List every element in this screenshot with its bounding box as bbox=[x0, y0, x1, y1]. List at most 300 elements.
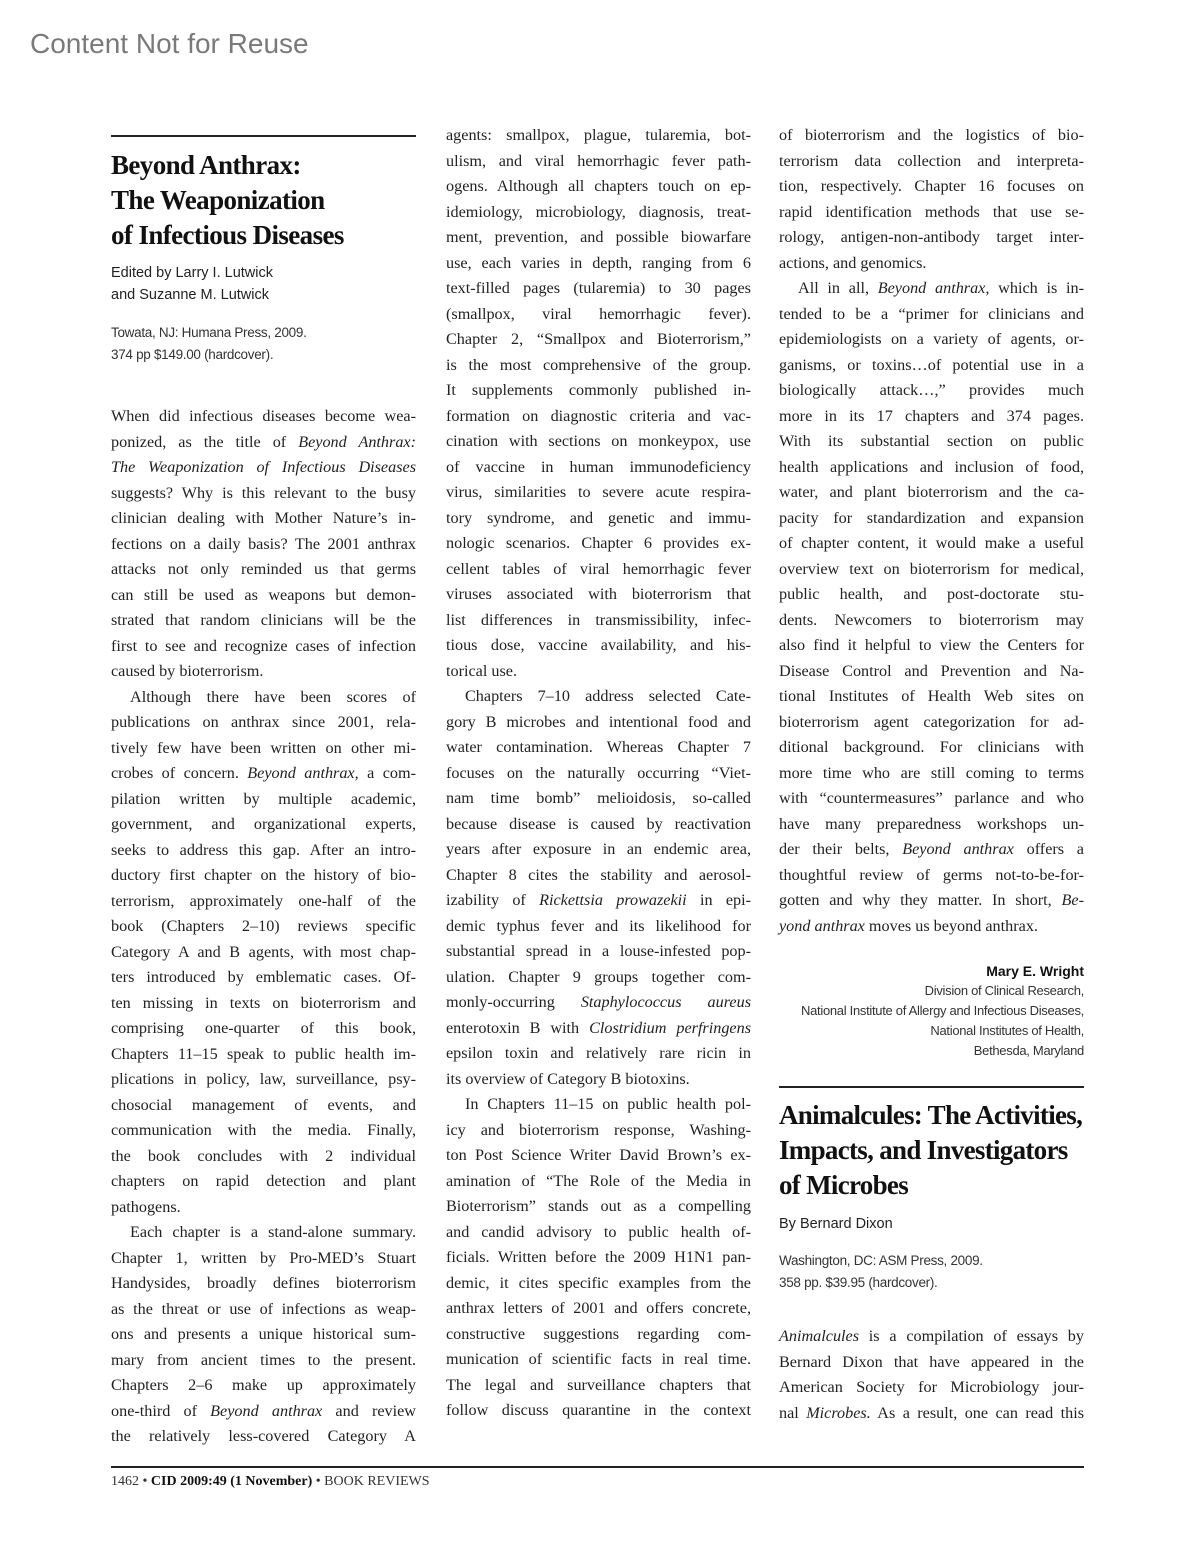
text-run: biologically attack…,” provides much bbox=[779, 381, 1084, 399]
review-body-column-3 bbox=[779, 123, 1084, 939]
text-run: Chapters 11–15 speak to public health im- bbox=[111, 1044, 416, 1063]
text-line bbox=[111, 838, 416, 864]
text-run: enterotoxin B with bbox=[446, 1018, 590, 1037]
text-run: book (Chapters 2–10) reviews specific bbox=[111, 917, 416, 935]
text-run: viruses associated with bioterrorism that bbox=[446, 585, 751, 603]
text-run: terrorism data collection and interpreta- bbox=[779, 151, 1084, 170]
text-run: dents. Newcomers to bioterrorism may bbox=[779, 610, 1084, 629]
reviewer-affiliation-line: Bethesda, Maryland bbox=[973, 1043, 1084, 1058]
text-run: in epi- bbox=[686, 891, 751, 909]
text-line bbox=[446, 404, 751, 430]
text-line bbox=[446, 276, 751, 302]
text-line bbox=[111, 455, 416, 481]
text-line bbox=[446, 378, 751, 404]
reviewer-affiliation-line: National Institute of Allergy and Infectious Diseases, bbox=[801, 1003, 1084, 1018]
text-line bbox=[111, 1169, 416, 1195]
text-line bbox=[779, 225, 1084, 251]
italic-text: Rickettsia prowazekii bbox=[539, 891, 687, 909]
text-run: Chapters 7–10 address selected Cate- bbox=[465, 687, 751, 705]
text-run: because disease is caused by reactivation bbox=[446, 814, 751, 833]
text-run: amination of “The Role of the Media in bbox=[446, 1171, 751, 1190]
text-run: government, and organizational experts, bbox=[111, 815, 416, 833]
text-run: munication of scientific facts in real time. bbox=[446, 1350, 751, 1368]
text-line bbox=[446, 1347, 751, 1373]
text-line bbox=[779, 506, 1084, 532]
text-run: years after exposure in an endemic area, bbox=[446, 840, 751, 858]
text-run: ons and presents a unique historical sum- bbox=[111, 1325, 416, 1343]
review-body-second bbox=[779, 1324, 1084, 1426]
text-line bbox=[446, 1143, 751, 1169]
page-footer bbox=[111, 1474, 430, 1490]
text-run: more in its 17 chapters and 374 pages. bbox=[779, 406, 1084, 425]
text-run: As a result, one can read this bbox=[870, 1403, 1084, 1422]
publication-info-line: Towata, NJ: Humana Press, 2009. bbox=[111, 325, 307, 340]
review-body-column-2 bbox=[446, 123, 751, 1424]
text-line bbox=[111, 940, 416, 966]
text-line bbox=[779, 480, 1084, 506]
text-run: torical use. bbox=[446, 661, 518, 680]
text-run: ulism, and viral hemorrhagic fever path- bbox=[446, 151, 751, 170]
text-line bbox=[779, 251, 1084, 277]
text-line bbox=[111, 1042, 416, 1068]
text-line bbox=[111, 1067, 416, 1093]
column-1 bbox=[111, 120, 416, 1450]
text-line bbox=[446, 914, 751, 940]
text-line bbox=[111, 583, 416, 609]
text-line bbox=[446, 1398, 751, 1424]
text-line bbox=[779, 761, 1084, 787]
text-run: tory syndrome, and genetic and immu- bbox=[446, 508, 751, 527]
text-line bbox=[446, 1067, 751, 1093]
text-line bbox=[111, 1373, 416, 1399]
editors-line: and Suzanne M. Lutwick bbox=[111, 287, 269, 303]
text-run: its overview of Category B biotoxins. bbox=[446, 1069, 690, 1088]
section-divider bbox=[779, 1086, 1084, 1088]
italic-text: Beyond anthrax, bbox=[247, 764, 359, 782]
text-line bbox=[111, 659, 416, 685]
text-run: thoughtful review of germs not-to-be-for- bbox=[779, 865, 1084, 884]
text-run: Category A and B agents, with most chap- bbox=[111, 942, 416, 961]
text-line bbox=[446, 1296, 751, 1322]
text-line bbox=[446, 965, 751, 991]
text-run: ton Post Science Writer David Brown’s ex- bbox=[446, 1146, 751, 1164]
text-run: American Society for Microbiology jour- bbox=[779, 1378, 1084, 1396]
publication-info-line: Washington, DC: ASM Press, 2009. bbox=[779, 1253, 983, 1268]
text-run: Chapters 2–6 make up approximately bbox=[111, 1376, 416, 1394]
publication-info bbox=[779, 1250, 1084, 1294]
text-line bbox=[779, 557, 1084, 583]
text-run: ponized, as the title of bbox=[111, 432, 299, 451]
text-line bbox=[779, 149, 1084, 175]
text-line bbox=[779, 174, 1084, 200]
text-line bbox=[111, 506, 416, 532]
text-line bbox=[111, 1093, 416, 1119]
page-number: 1462 bbox=[111, 1474, 139, 1489]
text-line bbox=[111, 1297, 416, 1323]
text-line bbox=[779, 633, 1084, 659]
text-run: gotten and why they matter. In short, bbox=[779, 891, 1062, 909]
text-line bbox=[446, 506, 751, 532]
text-line bbox=[111, 1424, 416, 1450]
review-title-line: of Microbes bbox=[779, 1170, 909, 1200]
text-run: is the most comprehensive of the group. bbox=[446, 355, 751, 374]
text-line bbox=[779, 404, 1084, 430]
text-line bbox=[446, 251, 751, 277]
text-run: nam time bomb” melioidosis, so-called bbox=[446, 789, 751, 807]
text-line bbox=[446, 327, 751, 353]
italic-text: Staphylococcus aureus bbox=[580, 993, 751, 1011]
text-run: pathogens. bbox=[111, 1197, 181, 1216]
text-line bbox=[446, 302, 751, 328]
text-run: anthrax letters of 2001 and offers concrete, bbox=[446, 1299, 751, 1317]
text-run: Although there have been scores of bbox=[130, 687, 416, 706]
text-run: as the threat or use of infections as weap- bbox=[111, 1299, 416, 1318]
text-run: public health, and post-doctorate stu- bbox=[779, 585, 1084, 603]
italic-text: Beyond anthrax, bbox=[877, 279, 990, 297]
text-run: chapters on rapid detection and plant bbox=[111, 1172, 416, 1190]
text-line bbox=[446, 149, 751, 175]
editors-line: Edited by Larry I. Lutwick bbox=[111, 265, 273, 281]
text-line bbox=[446, 480, 751, 506]
text-line bbox=[446, 837, 751, 863]
text-line bbox=[446, 659, 751, 685]
reviewer-affiliation-line: National Institutes of Health, bbox=[930, 1023, 1084, 1038]
text-line bbox=[446, 812, 751, 838]
text-line bbox=[111, 1118, 416, 1144]
text-line bbox=[111, 404, 416, 430]
footer-separator: • bbox=[142, 1474, 148, 1489]
text-run: ters introduced by emblematic cases. Of- bbox=[111, 968, 416, 986]
text-line bbox=[446, 1271, 751, 1297]
text-run: gory B microbes and intentional food and bbox=[446, 712, 751, 731]
text-run: terrorism, approximately one-half of the bbox=[111, 891, 416, 910]
text-line bbox=[111, 1348, 416, 1374]
text-line bbox=[111, 787, 416, 813]
text-run: communication with the media. Finally, bbox=[111, 1121, 416, 1139]
text-line bbox=[779, 455, 1084, 481]
text-line bbox=[446, 863, 751, 889]
text-run: constructive suggestions regarding com- bbox=[446, 1324, 751, 1343]
text-run: agents: smallpox, plague, tularemia, bot- bbox=[446, 126, 751, 144]
text-line bbox=[111, 1016, 416, 1042]
text-run: focuses on the naturally occurring “Viet- bbox=[446, 763, 751, 782]
text-run: also find it helpful to view the Centers for bbox=[779, 636, 1084, 654]
book-editors bbox=[111, 262, 416, 306]
text-line bbox=[446, 684, 751, 710]
text-line bbox=[779, 1401, 1084, 1427]
text-run: All in all, bbox=[798, 279, 878, 297]
text-line bbox=[446, 1194, 751, 1220]
text-line bbox=[111, 1322, 416, 1348]
text-line bbox=[779, 735, 1084, 761]
text-run: a com- bbox=[358, 764, 416, 782]
text-line bbox=[779, 710, 1084, 736]
text-line bbox=[446, 557, 751, 583]
text-line bbox=[446, 1016, 751, 1042]
text-run: and review bbox=[322, 1401, 417, 1420]
text-line bbox=[446, 1092, 751, 1118]
text-line bbox=[111, 634, 416, 660]
text-run: crobes of concern. bbox=[111, 764, 248, 782]
text-line bbox=[111, 863, 416, 889]
text-run: ment, prevention, and possible biowarfare bbox=[446, 228, 751, 246]
text-run: The legal and surveillance chapters that bbox=[446, 1375, 751, 1394]
text-line bbox=[779, 684, 1084, 710]
text-line bbox=[446, 786, 751, 812]
text-line bbox=[446, 1169, 751, 1195]
text-line bbox=[779, 812, 1084, 838]
text-line bbox=[446, 1118, 751, 1144]
text-line bbox=[111, 1271, 416, 1297]
text-line bbox=[779, 786, 1084, 812]
text-line bbox=[111, 914, 416, 940]
text-run: epsilon toxin and relatively rare ricin in bbox=[446, 1044, 751, 1062]
text-line bbox=[779, 429, 1084, 455]
review-body-column-1 bbox=[111, 404, 416, 1450]
review-title bbox=[111, 148, 416, 253]
text-run: chosocial management of events, and bbox=[111, 1095, 416, 1114]
text-line bbox=[111, 991, 416, 1017]
text-run: epidemiologists on a variety of agents, or- bbox=[779, 330, 1084, 348]
text-run: comprising one-quarter of this book, bbox=[111, 1019, 416, 1037]
reviewer-affiliation-line: Division of Clinical Research, bbox=[924, 983, 1084, 998]
text-run: and candid advisory to public health of- bbox=[446, 1222, 751, 1241]
text-line bbox=[111, 761, 416, 787]
text-line bbox=[779, 837, 1084, 863]
text-line bbox=[446, 429, 751, 455]
text-run: rapid identification methods that use se- bbox=[779, 202, 1084, 221]
text-run: more time who are still coming to terms bbox=[779, 763, 1084, 782]
text-line bbox=[779, 276, 1084, 302]
italic-text: Microbes. bbox=[806, 1403, 871, 1422]
text-run: nal bbox=[779, 1403, 807, 1422]
review-title-line: The Weaponization bbox=[111, 185, 325, 215]
publication-info-line: 374 pp $149.00 (hardcover). bbox=[111, 347, 274, 362]
text-line bbox=[111, 736, 416, 762]
text-run: der their belts, bbox=[779, 840, 903, 858]
text-run: virus, similarities to severe acute respira- bbox=[446, 483, 751, 501]
text-run: of bioterrorism and the logistics of bio- bbox=[779, 126, 1084, 144]
text-run: fections on a daily basis? The 2001 anthrax bbox=[111, 534, 416, 553]
text-line bbox=[111, 965, 416, 991]
text-run: ditional background. For clinicians with bbox=[779, 738, 1084, 756]
footer-divider bbox=[111, 1466, 1084, 1468]
text-run: suggests? Why is this relevant to the busy bbox=[111, 483, 416, 502]
text-line bbox=[779, 1350, 1084, 1376]
text-line bbox=[446, 200, 751, 226]
text-run: ten missing in texts on bioterrorism and bbox=[111, 993, 416, 1012]
text-line bbox=[111, 1246, 416, 1272]
text-line bbox=[446, 225, 751, 251]
italic-text: yond anthrax bbox=[779, 916, 865, 935]
text-line bbox=[779, 608, 1084, 634]
column-2 bbox=[446, 120, 751, 1424]
text-run: follow discuss quarantine in the context bbox=[446, 1401, 751, 1419]
text-run: health applications and inclusion of food, bbox=[779, 457, 1084, 476]
text-run: tious dose, vaccine availability, and his- bbox=[446, 636, 751, 654]
text-line bbox=[111, 481, 416, 507]
text-line bbox=[779, 123, 1084, 149]
text-run: pacity for standardization and expansion bbox=[779, 508, 1084, 527]
text-run: one-third of bbox=[111, 1401, 211, 1420]
text-line bbox=[446, 582, 751, 608]
text-run: icy and bioterrorism response, Washing- bbox=[446, 1120, 751, 1139]
text-run: of chapter content, it would make a useful bbox=[779, 534, 1084, 552]
text-line bbox=[779, 1324, 1084, 1350]
text-line bbox=[446, 174, 751, 200]
text-run: demic typhus fever and its likelihood for bbox=[446, 916, 751, 935]
text-run: Chapter 2, “Smallpox and Bioterrorism,” bbox=[446, 330, 751, 348]
text-run: Chapter 8 cites the stability and aerosol- bbox=[446, 865, 751, 884]
text-run: first to see and recognize cases of infection bbox=[111, 636, 416, 655]
journal-citation: CID 2009:49 (1 November) bbox=[150, 1474, 313, 1489]
text-run: (smallpox, viral hemorrhagic fever). bbox=[446, 304, 751, 323]
text-run: ogens. Although all chapters touch on ep- bbox=[446, 177, 751, 195]
text-run: with “countermeasures” parlance and who bbox=[779, 789, 1084, 807]
section-divider bbox=[111, 135, 416, 137]
italic-text: The Weaponization of Infectious Diseases bbox=[111, 458, 416, 476]
text-line bbox=[111, 1220, 416, 1246]
text-run: ulation. Chapter 9 groups together com- bbox=[446, 967, 751, 986]
text-run: formation on diagnostic criteria and vac- bbox=[446, 406, 751, 425]
text-line bbox=[779, 582, 1084, 608]
italic-text: Beyond anthrax bbox=[902, 840, 1014, 858]
italic-text: Be- bbox=[1061, 891, 1084, 909]
text-line bbox=[446, 455, 751, 481]
text-run: can still be used as weapons but demon- bbox=[111, 585, 416, 604]
text-run: mary from ancient times to the present. bbox=[111, 1350, 416, 1369]
text-line bbox=[446, 761, 751, 787]
text-line bbox=[446, 608, 751, 634]
text-line bbox=[779, 353, 1084, 379]
text-run: tended to be a “primer for clinicians and bbox=[779, 304, 1084, 323]
review-title bbox=[779, 1098, 1084, 1203]
text-run: the relatively less-covered Category A bbox=[111, 1427, 416, 1445]
text-run: Bernard Dixon that have appeared in the bbox=[779, 1352, 1084, 1371]
text-run: Bioterrorism” stands out as a compelling bbox=[446, 1197, 751, 1215]
text-line bbox=[446, 710, 751, 736]
text-line bbox=[111, 889, 416, 915]
review-title-line: Impacts, and Investigators bbox=[779, 1135, 1068, 1165]
text-run: text-filled pages (tularemia) to 30 pages bbox=[446, 279, 751, 297]
review-title-line: Animalcules: The Activities, bbox=[779, 1100, 1083, 1130]
text-line bbox=[779, 659, 1084, 685]
text-run: monly-occurring bbox=[446, 993, 581, 1011]
italic-text: Beyond Anthrax: bbox=[298, 432, 416, 451]
text-run: izability of bbox=[446, 891, 540, 909]
text-line bbox=[779, 327, 1084, 353]
text-line bbox=[446, 1322, 751, 1348]
text-line bbox=[446, 123, 751, 149]
review-title-line: of Infectious Diseases bbox=[111, 220, 344, 250]
publication-info-line: 358 pp. $39.95 (hardcover). bbox=[779, 1275, 938, 1290]
text-line bbox=[779, 531, 1084, 557]
watermark: Content Not for Reuse bbox=[30, 28, 309, 59]
book-author: By Bernard Dixon bbox=[779, 1216, 893, 1232]
text-line bbox=[779, 914, 1084, 940]
text-run: idemiology, microbiology, diagnosis, treat- bbox=[446, 202, 751, 221]
text-run: the book concludes with 2 individual bbox=[111, 1146, 416, 1165]
text-run: tively few have been written on other mi- bbox=[111, 738, 416, 757]
text-line bbox=[111, 710, 416, 736]
text-run: ficials. Written before the 2009 H1N1 pan- bbox=[446, 1248, 751, 1266]
text-run: rology, antigen-non-antibody target inter- bbox=[779, 228, 1084, 246]
text-run: attacks not only reminded us that germs bbox=[111, 560, 416, 578]
review-title-line: Beyond Anthrax: bbox=[111, 150, 301, 180]
text-run: pilation written by multiple academic, bbox=[111, 789, 416, 808]
text-run: plications in policy, law, surveillance, psy- bbox=[111, 1070, 416, 1088]
text-line bbox=[111, 430, 416, 456]
text-run: have many preparedness workshops un- bbox=[779, 814, 1084, 833]
text-run: publications on anthrax since 2001, rela- bbox=[111, 713, 416, 731]
text-run: cination with sections on monkeypox, use bbox=[446, 432, 751, 450]
text-run: tion, respectively. Chapter 16 focuses on bbox=[779, 177, 1084, 195]
text-line bbox=[111, 608, 416, 634]
text-run: ganisms, or toxins…of potential use in a bbox=[779, 355, 1084, 374]
text-run: tional Institutes of Health Web sites on bbox=[779, 687, 1084, 705]
text-line bbox=[111, 532, 416, 558]
text-line bbox=[111, 812, 416, 838]
text-line bbox=[111, 1195, 416, 1221]
publication-info bbox=[111, 322, 416, 366]
text-run: use, each varies in depth, ranging from 6 bbox=[446, 253, 751, 272]
text-run: Disease Control and Prevention and Na- bbox=[779, 661, 1084, 680]
text-line bbox=[779, 1375, 1084, 1401]
text-line bbox=[446, 735, 751, 761]
text-run: It supplements commonly published in- bbox=[446, 381, 751, 399]
text-run: Each chapter is a stand-alone summary. bbox=[130, 1223, 416, 1241]
text-run: actions, and genomics. bbox=[779, 253, 927, 272]
text-run: water, and plant bioterrorism and the ca- bbox=[779, 483, 1084, 501]
text-run: In Chapters 11–15 on public health pol- bbox=[465, 1095, 751, 1113]
text-run: seeks to address this gap. After an intro- bbox=[111, 840, 416, 859]
text-run: Handysides, broadly defines bioterrorism bbox=[111, 1274, 416, 1292]
text-run: With its substantial section on public bbox=[779, 432, 1084, 450]
text-line bbox=[111, 685, 416, 711]
text-run: overview text on bioterrorism for medical, bbox=[779, 559, 1084, 578]
text-run: substantial spread in a louse-infested pop- bbox=[446, 942, 751, 960]
text-run: clinician dealing with Mother Nature’s in- bbox=[111, 509, 416, 527]
text-line bbox=[779, 888, 1084, 914]
italic-text: Animalcules bbox=[779, 1327, 860, 1345]
text-line bbox=[446, 888, 751, 914]
text-run: is a compilation of essays by bbox=[859, 1327, 1084, 1345]
text-run: ductory first chapter on the history of bio- bbox=[111, 866, 416, 884]
text-run: bioterrorism agent categorization for ad- bbox=[779, 712, 1084, 731]
text-line bbox=[111, 1399, 416, 1425]
text-line bbox=[111, 557, 416, 583]
text-line bbox=[446, 633, 751, 659]
italic-text: Beyond anthrax bbox=[210, 1401, 323, 1420]
text-line bbox=[446, 1245, 751, 1271]
text-run: demic, it cites specific examples from the bbox=[446, 1273, 751, 1292]
text-run: offers a bbox=[1013, 840, 1084, 858]
text-line bbox=[446, 990, 751, 1016]
italic-text: Clostridium perfringens bbox=[589, 1018, 751, 1037]
text-run: nologic scenarios. Chapter 6 provides ex- bbox=[446, 534, 751, 552]
text-run: When did infectious diseases become wea- bbox=[111, 407, 416, 425]
text-run: cellent tables of viral hemorrhagic fever bbox=[446, 559, 751, 578]
text-run: Chapter 1, written by Pro-MED’s Stuart bbox=[111, 1248, 416, 1267]
text-line bbox=[779, 378, 1084, 404]
text-run: caused by bioterrorism. bbox=[111, 662, 264, 680]
text-line bbox=[779, 302, 1084, 328]
section-name: BOOK REVIEWS bbox=[324, 1474, 430, 1489]
text-line bbox=[111, 1144, 416, 1170]
text-run: strated that random clinicians will be the bbox=[111, 611, 416, 629]
text-run: of vaccine in human immunodeficiency bbox=[446, 457, 751, 476]
text-run: list differences in transmissibility, infec- bbox=[446, 610, 751, 629]
